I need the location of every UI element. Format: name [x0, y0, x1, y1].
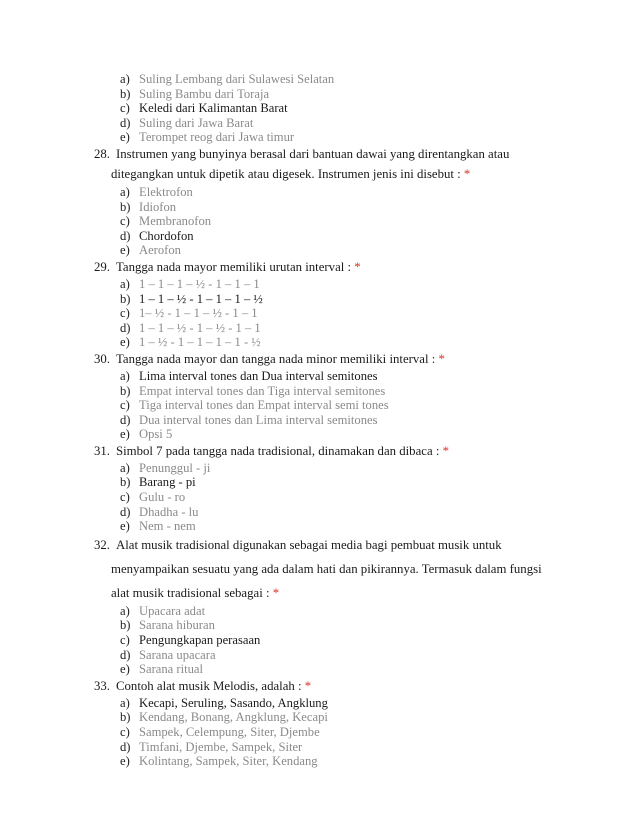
option-letter: d) — [120, 504, 131, 519]
question-number: 33. — [94, 678, 110, 693]
option-text: 1 – 1 – 1 – ½ - 1 – 1 – 1 — [139, 276, 260, 291]
option-d — [0, 321, 638, 336]
option-text: Suling Bambu dari Toraja — [139, 86, 270, 101]
document-page — [0, 72, 638, 769]
option-d — [0, 740, 638, 755]
option-text: Dhadha - lu — [139, 504, 199, 519]
question-line — [0, 582, 638, 604]
question-number: 28. — [94, 146, 110, 161]
option-prev-d — [0, 116, 638, 131]
option-b — [0, 200, 638, 215]
option-c — [0, 633, 638, 648]
option-text: Pengungkapan perasaan — [139, 633, 261, 648]
option-letter: c) — [120, 398, 130, 413]
question-28 — [0, 145, 638, 185]
option-letter: d) — [120, 739, 131, 754]
question-text-line: ditegangkan untuk dipetik atau digesek. Instrumen jenis ini disebut : * — [111, 166, 471, 181]
option-letter: c) — [120, 306, 130, 321]
option-letter: c) — [120, 490, 130, 505]
option-letter: e) — [120, 519, 130, 534]
option-a — [0, 696, 638, 711]
question-29-options — [0, 277, 638, 350]
question-number: 32. — [94, 537, 110, 552]
option-text: Timfani, Djembe, Sampek, Siter — [139, 739, 303, 754]
option-prev-b — [0, 87, 638, 102]
option-text: Barang - pi — [139, 475, 196, 490]
option-e — [0, 662, 638, 677]
option-d — [0, 229, 638, 244]
option-letter: c) — [120, 101, 130, 116]
option-text: Dua interval tones dan Lima interval semitones — [139, 412, 378, 427]
option-text: Empat interval tones dan Tiga interval semitones — [139, 383, 386, 398]
option-text: Keledi dari Kalimantan Barat — [139, 101, 288, 116]
question-30 — [0, 350, 638, 369]
option-letter: d) — [120, 412, 131, 427]
option-e — [0, 754, 638, 769]
question-32 — [0, 534, 638, 604]
question-28-options — [0, 185, 638, 258]
option-text: 1 – 1 – ½ - 1 – 1 – 1 – ½ — [139, 291, 263, 306]
question-line — [0, 442, 638, 461]
option-letter: a) — [120, 72, 130, 86]
option-text: Terompet reog dari Jawa timur — [139, 130, 295, 145]
required-star: * — [304, 678, 312, 693]
question-text-line: Simbol 7 pada tangga nada tradisional, dinamakan dan dibaca : * — [116, 443, 449, 458]
option-text: Kendang, Bonang, Angklung, Kecapi — [139, 710, 328, 725]
option-text: Penunggul - ji — [139, 460, 211, 475]
required-star: * — [354, 259, 361, 274]
option-e — [0, 335, 638, 350]
option-letter: b) — [120, 86, 131, 101]
option-letter: a) — [120, 184, 130, 199]
option-d — [0, 505, 638, 520]
option-letter: d) — [120, 647, 131, 662]
required-star: * — [272, 585, 280, 600]
question-line — [0, 556, 638, 582]
required-star: * — [438, 351, 445, 366]
option-letter: e) — [120, 662, 130, 677]
option-e — [0, 519, 638, 534]
option-text: Lima interval tones dan Dua interval semitones — [139, 368, 378, 383]
option-c — [0, 214, 638, 229]
option-prev-e — [0, 130, 638, 145]
option-text: Aerofon — [139, 243, 181, 258]
option-d — [0, 413, 638, 428]
question-29 — [0, 258, 638, 277]
option-letter: a) — [120, 695, 130, 710]
option-letter: e) — [120, 754, 130, 769]
option-letter: b) — [120, 199, 131, 214]
question-31-options — [0, 461, 638, 534]
option-e — [0, 427, 638, 442]
option-d — [0, 648, 638, 663]
option-letter: a) — [120, 460, 130, 475]
option-text: Kecapi, Seruling, Sasando, Angklung — [139, 695, 328, 710]
option-text: 1 – ½ - 1 – 1 – 1 – 1 - ½ — [139, 335, 261, 350]
option-text: Sarana ritual — [139, 662, 203, 677]
option-letter: d) — [120, 115, 131, 130]
question-number: 29. — [94, 259, 110, 274]
question-text: menyampaikan sesuatu yang ada dalam hati dan pikirannya. Termasuk dalam fungsi — [111, 561, 542, 576]
required-star: * — [442, 443, 449, 458]
question-31 — [0, 442, 638, 461]
option-letter: c) — [120, 214, 130, 229]
question-text: Alat musik tradisional digunakan sebagai media bagi pembuat musik untuk — [116, 537, 502, 552]
option-text: Upacara adat — [139, 603, 206, 618]
option-c — [0, 398, 638, 413]
option-a — [0, 369, 638, 384]
option-text: Sampek, Celempung, Siter, Djembe — [139, 725, 320, 739]
option-text: Tiga interval tones dan Empat interval semi tones — [139, 398, 389, 413]
option-text: Membranofon — [139, 214, 212, 229]
option-b — [0, 384, 638, 399]
option-letter: b) — [120, 291, 131, 306]
option-a — [0, 185, 638, 200]
option-text: Sarana upacara — [139, 647, 216, 662]
option-b — [0, 618, 638, 633]
option-letter: e) — [120, 335, 130, 350]
option-prev-a — [0, 72, 638, 87]
option-letter: e) — [120, 130, 130, 145]
option-text: Gulu - ro — [139, 490, 186, 505]
question-text-line: Tangga nada mayor dan tangga nada minor memiliki interval : * — [116, 351, 445, 366]
option-text: Kolintang, Sampek, Siter, Kendang — [139, 754, 318, 769]
option-text: Elektrofon — [139, 184, 193, 199]
option-text: Opsi 5 — [139, 427, 173, 442]
option-letter: c) — [120, 725, 130, 739]
question-number: 30. — [94, 351, 110, 366]
option-text: Sarana hiburan — [139, 618, 215, 633]
question-text-line: alat musik tradisional sebagai : * — [111, 585, 280, 600]
option-text: Suling Lembang dari Sulawesi Selatan — [139, 72, 335, 86]
option-e — [0, 243, 638, 258]
option-a — [0, 277, 638, 292]
option-letter: b) — [120, 383, 131, 398]
question-line — [0, 677, 638, 696]
option-text: Idiofon — [139, 199, 177, 214]
question-33 — [0, 677, 638, 696]
question-33-options — [0, 696, 638, 769]
option-c — [0, 490, 638, 505]
option-prev-c — [0, 101, 638, 116]
option-letter: a) — [120, 368, 130, 383]
option-letter: d) — [120, 320, 131, 335]
option-letter: c) — [120, 633, 130, 648]
question-number: 31. — [94, 443, 110, 458]
option-a — [0, 604, 638, 619]
question-text-line: Contoh alat musik Melodis, adalah : * — [116, 678, 312, 693]
option-letter: b) — [120, 710, 131, 725]
question-32-options — [0, 604, 638, 677]
question-line — [0, 350, 638, 369]
option-letter: a) — [120, 603, 130, 618]
question-line — [0, 258, 638, 277]
question-line — [0, 145, 638, 163]
question-line — [0, 534, 638, 556]
option-a — [0, 461, 638, 476]
question-text-line: Tangga nada mayor memiliki urutan interval : * — [116, 259, 361, 274]
option-letter: e) — [120, 243, 130, 258]
question-text: Instrumen yang bunyinya berasal dari bantuan dawai yang direntangkan atau — [116, 146, 510, 161]
option-text: 1– ½ - 1 – 1 – ½ - 1 – 1 — [139, 306, 258, 321]
option-text: Chordofon — [139, 228, 194, 243]
option-text: Nem - nem — [139, 519, 196, 534]
option-c — [0, 306, 638, 321]
previous-question-options — [0, 72, 638, 145]
option-b — [0, 292, 638, 307]
option-b — [0, 710, 638, 725]
option-letter: a) — [120, 276, 130, 291]
option-letter: b) — [120, 618, 131, 633]
option-b — [0, 475, 638, 490]
option-letter: d) — [120, 228, 131, 243]
option-c — [0, 725, 638, 740]
option-letter: b) — [120, 475, 131, 490]
option-text: Suling dari Jawa Barat — [139, 115, 254, 130]
option-text: 1 – 1 – ½ - 1 – ½ - 1 – 1 — [139, 320, 261, 335]
question-line — [0, 163, 638, 185]
required-star: * — [463, 166, 471, 181]
option-letter: e) — [120, 427, 130, 442]
question-30-options — [0, 369, 638, 442]
